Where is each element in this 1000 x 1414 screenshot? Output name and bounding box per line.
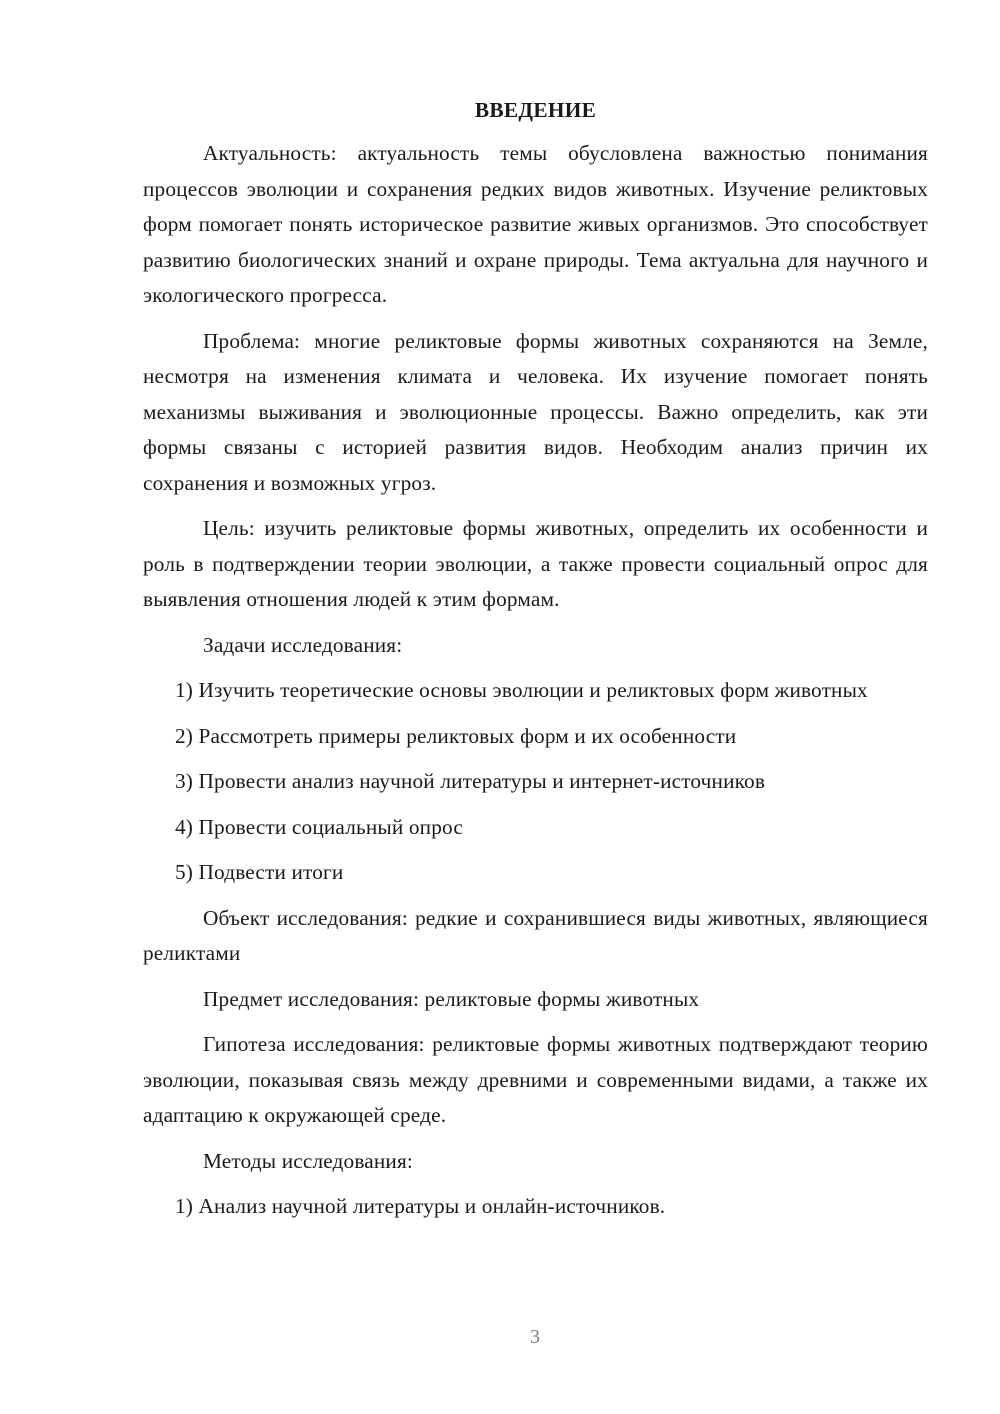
method-item-1: 1) Анализ научной литературы и онлайн-источников.: [175, 1194, 666, 1218]
methods-heading: Методы исследования:: [203, 1148, 413, 1173]
paragraph-relevance: Актуальность: актуальность темы обусловлена важностью понимания процессов эволюции и сохранения редких видов животных. Изучение реликтовых форм помогает понять историческое развитие живых организмов. Это способствует развитию биологических знаний и охране природы. Тема актуальна для научного и экологического прогресса.: [143, 141, 928, 307]
document-title: ВВЕДЕНИЕ: [474, 98, 597, 122]
paragraph-object: Объект исследования: редкие и сохранившиеся виды животных, являющиеся реликтами: [143, 905, 928, 965]
task-item-2: 2) Рассмотреть примеры реликтовых форм и их особенности: [175, 723, 737, 748]
task-item-1: 1) Изучить теоретические основы эволюции и реликтовых форм животных: [175, 678, 868, 702]
task-item-4: 4) Провести социальный опрос: [175, 814, 463, 839]
paragraph-goal: Цель: изучить реликтовые формы животных, определить их особенности и роль в подтверждении теории эволюции, а также провести социальный опрос для выявления отношения людей к этим формам.: [143, 516, 928, 611]
paragraph-subject: Предмет исследования: реликтовые формы животных: [203, 986, 700, 1011]
task-item-3: 3) Провести анализ научной литературы и интернет-источников: [175, 769, 766, 793]
task-item-5: 5) Подвести итоги: [175, 860, 344, 884]
paragraph-problem: Проблема: многие реликтовые формы животных сохраняются на Земле, несмотря на изменения климата и человека. Их изучение помогает понять механизмы выживания и эволюционные процессы. Важно определить, как эти формы связаны с историей развития видов. Необходим анализ причин их сохранения и возможных угроз.: [143, 328, 928, 495]
tasks-heading: Задачи исследования:: [203, 632, 403, 657]
paragraph-hypothesis: Гипотеза исследования: реликтовые формы животных подтверждают теорию эволюции, показывая связь между древними и современными видами, а также их адаптацию к окружающей среде.: [143, 1032, 928, 1127]
page-number: 3: [530, 1326, 540, 1348]
document-page: [143, 90, 928, 1235]
